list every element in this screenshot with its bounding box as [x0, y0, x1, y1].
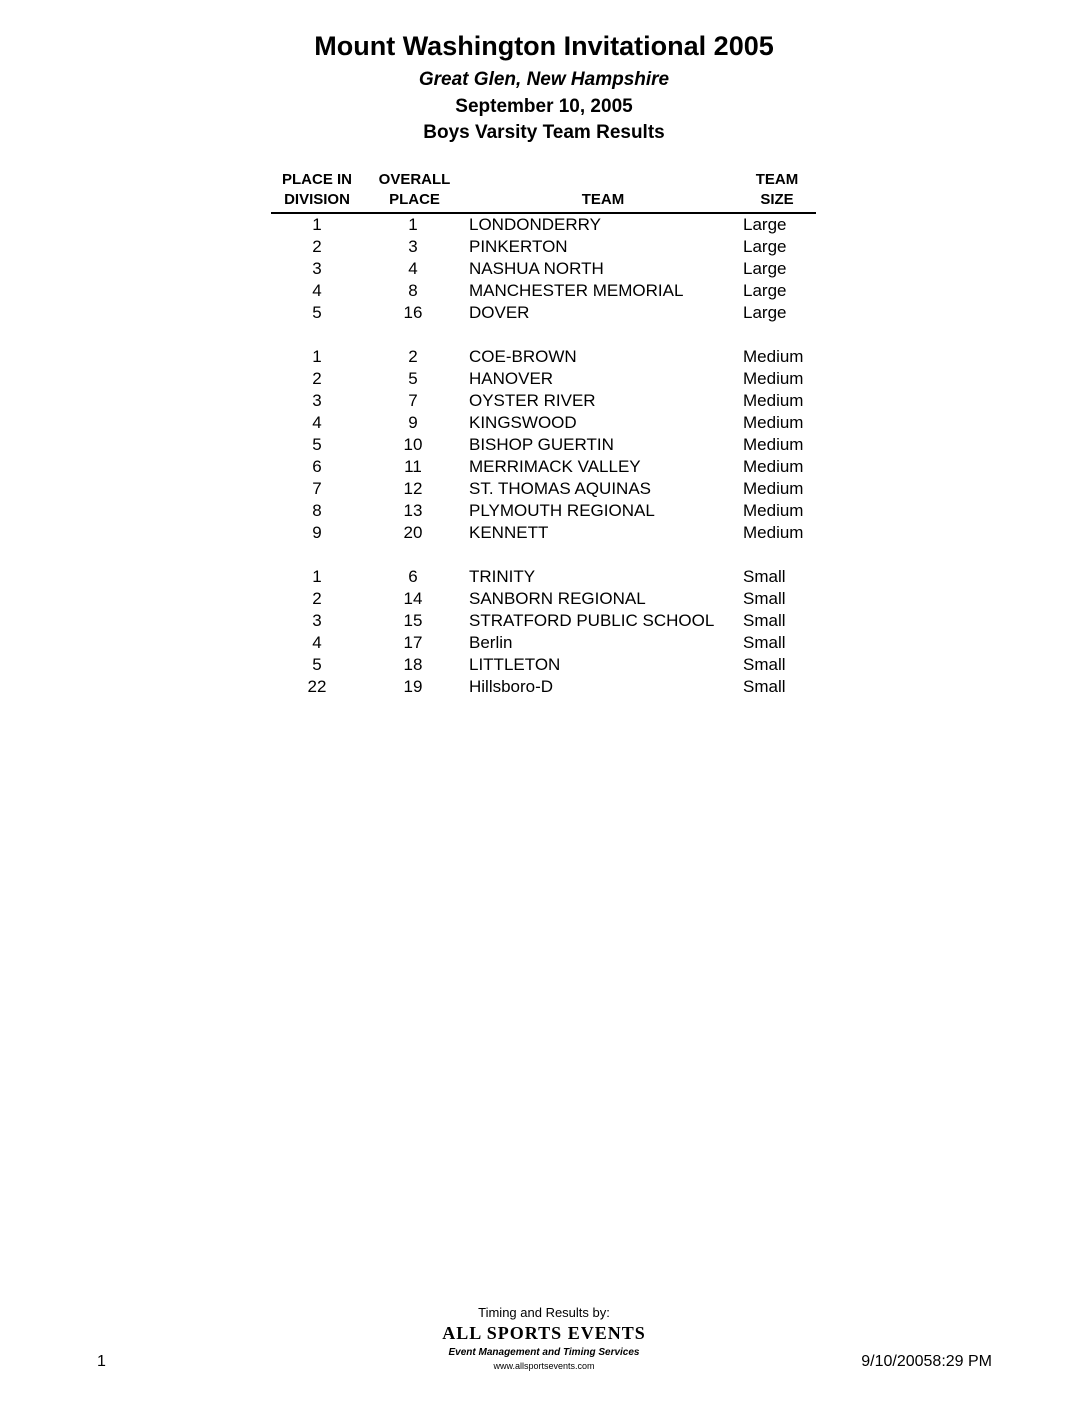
division-place: 1 [312, 347, 322, 366]
team-size: Medium [743, 435, 804, 454]
table-row [271, 390, 816, 412]
division-place: 2 [312, 369, 322, 388]
event-date: September 10, 2005 [455, 96, 633, 117]
results-subtitle: Boys Varsity Team Results [423, 122, 665, 143]
table-row [271, 588, 816, 610]
team-name: MERRIMACK VALLEY [469, 457, 641, 476]
table-row [271, 346, 816, 368]
logo-website: www.allsportsevents.com [493, 1361, 595, 1371]
table-row [271, 368, 816, 390]
team-name: SANBORN REGIONAL [469, 589, 646, 608]
table-row [271, 632, 816, 654]
table-body [271, 214, 816, 698]
header-team: TEAM [581, 191, 625, 208]
team-name: PLYMOUTH REGIONAL [469, 501, 655, 520]
overall-place: 2 [408, 347, 418, 366]
division-place: 4 [312, 633, 322, 652]
overall-place: 9 [408, 413, 418, 432]
team-name: KINGSWOOD [469, 413, 577, 432]
division-place: 3 [312, 259, 322, 278]
table-row [271, 258, 816, 280]
division-place: 8 [312, 501, 322, 520]
team-size: Medium [743, 369, 804, 388]
page-title: Mount Washington Invitational 2005 [314, 31, 774, 61]
team-size: Medium [743, 479, 804, 498]
table-row [271, 302, 816, 324]
team-name: LONDONDERRY [469, 215, 601, 234]
table-row [271, 214, 816, 236]
overall-place: 1 [408, 215, 418, 234]
division-place: 4 [312, 281, 322, 300]
team-name: ST. THOMAS AQUINAS [469, 479, 652, 498]
overall-place: 4 [408, 259, 418, 278]
overall-place: 15 [403, 611, 423, 630]
overall-place: 18 [403, 655, 423, 674]
header-overall-place: OVERALL PLACE [378, 171, 451, 208]
division-place: 9 [312, 523, 322, 542]
team-name: Berlin [469, 633, 513, 652]
page-number: 1 [97, 1353, 106, 1370]
overall-place: 7 [408, 391, 418, 410]
division-place: 2 [312, 237, 322, 256]
overall-place: 14 [403, 589, 423, 608]
team-name: STRATFORD PUBLIC SCHOOL [469, 611, 715, 630]
overall-place: 6 [408, 567, 418, 586]
division-place: 5 [312, 303, 322, 322]
table-row [271, 456, 816, 478]
team-name: Hillsboro-D [469, 677, 554, 696]
team-size: Small [743, 589, 786, 608]
division-group [271, 346, 816, 544]
division-place: 6 [312, 457, 322, 476]
overall-place: 11 [404, 457, 422, 476]
team-name: BISHOP GUERTIN [469, 435, 614, 454]
overall-place: 8 [408, 281, 418, 300]
division-place: 5 [312, 435, 322, 454]
overall-place: 3 [408, 237, 418, 256]
division-place: 4 [312, 413, 322, 432]
division-place: 5 [312, 655, 322, 674]
team-size: Large [743, 303, 787, 322]
header-place-in-division: PLACE IN DIVISION [281, 171, 352, 208]
overall-place: 13 [403, 501, 423, 520]
results-table [271, 170, 816, 698]
team-name: DOVER [469, 303, 530, 322]
table-row [271, 236, 816, 258]
overall-place: 17 [403, 633, 423, 652]
table-header [271, 170, 816, 214]
team-size: Medium [743, 347, 804, 366]
table-row [271, 500, 816, 522]
division-place: 1 [312, 215, 322, 234]
team-size: Medium [743, 501, 804, 520]
division-place: 3 [312, 611, 322, 630]
table-row [271, 434, 816, 456]
header-team-size: TEAM SIZE [755, 171, 799, 208]
team-name: LITTLETON [469, 655, 561, 674]
table-row [271, 478, 816, 500]
team-name: COE-BROWN [469, 347, 577, 366]
overall-place: 16 [403, 303, 423, 322]
overall-place: 5 [408, 369, 418, 388]
division-place: 1 [312, 567, 322, 586]
division-group [271, 566, 816, 698]
team-size: Small [743, 633, 786, 652]
division-place: 2 [312, 589, 322, 608]
table-row [271, 522, 816, 544]
team-size: Large [743, 259, 787, 278]
table-row [271, 610, 816, 632]
team-size: Small [743, 567, 786, 586]
print-timestamp: 9/10/20058:29 PM [861, 1353, 992, 1370]
table-row [271, 654, 816, 676]
team-name: KENNETT [469, 523, 549, 542]
team-size: Medium [743, 391, 804, 410]
team-name: HANOVER [469, 369, 554, 388]
team-name: PINKERTON [469, 237, 568, 256]
overall-place: 19 [403, 677, 423, 696]
team-size: Small [743, 677, 786, 696]
team-size: Large [743, 215, 787, 234]
event-location: Great Glen, New Hampshire [418, 69, 670, 90]
timing-credit: Timing and Results by: [478, 1305, 610, 1320]
team-size: Small [743, 655, 786, 674]
overall-place: 20 [403, 523, 423, 542]
team-size: Large [743, 281, 787, 300]
table-row [271, 412, 816, 434]
team-name: NASHUA NORTH [469, 259, 604, 278]
team-name: MANCHESTER MEMORIAL [469, 281, 684, 300]
table-row [271, 280, 816, 302]
division-place: 7 [312, 479, 322, 498]
all-sports-events-logo: ALL SPORTS EVENTS [442, 1323, 646, 1343]
division-place: 3 [312, 391, 322, 410]
logo-tagline: Event Management and Timing Services [448, 1347, 640, 1358]
division-place: 22 [307, 677, 327, 696]
table-row [271, 566, 816, 588]
team-size: Medium [743, 523, 804, 542]
division-group [271, 214, 816, 324]
team-name: OYSTER RIVER [469, 391, 596, 410]
team-size: Medium [743, 413, 804, 432]
team-size: Large [743, 237, 787, 256]
overall-place: 12 [403, 479, 423, 498]
table-row [271, 676, 816, 698]
overall-place: 10 [403, 435, 423, 454]
team-size: Small [743, 611, 786, 630]
team-size: Medium [743, 457, 804, 476]
team-name: TRINITY [469, 567, 536, 586]
